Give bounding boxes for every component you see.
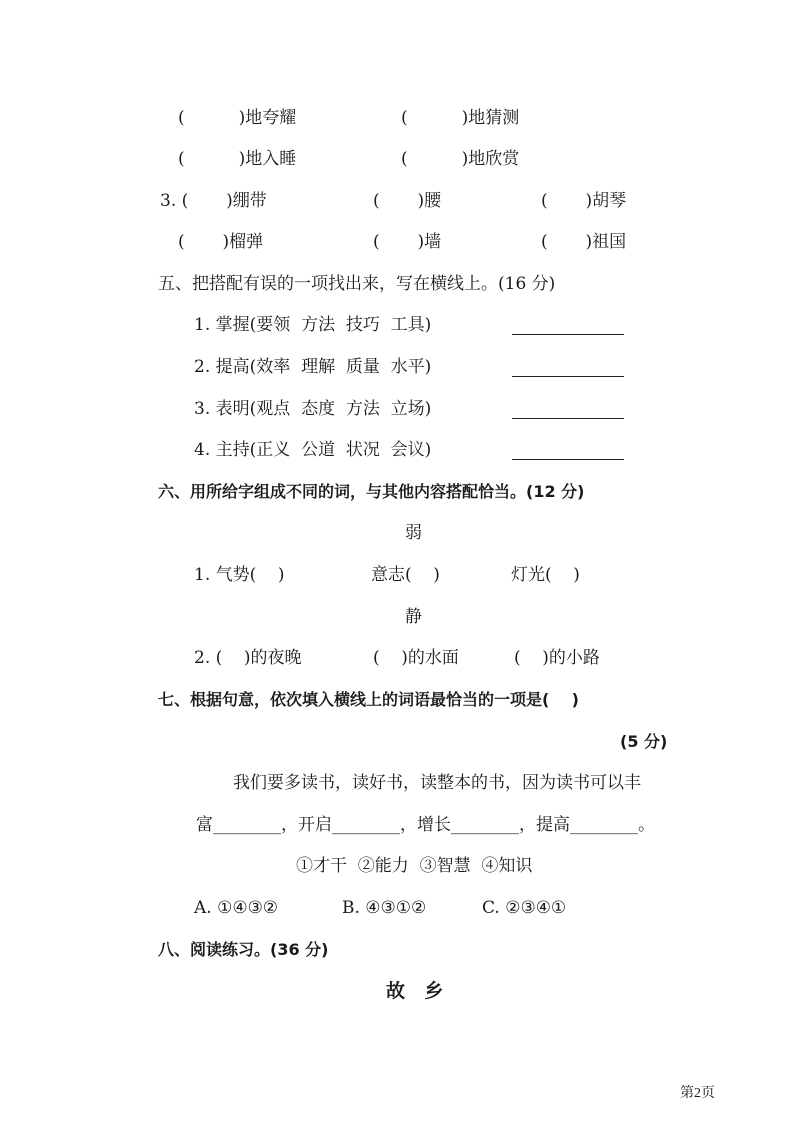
question-item: ( )的水面 xyxy=(373,648,459,668)
question-item: 2. ( )的夜晚 xyxy=(194,648,302,668)
blank-line: ( )地入睡 xyxy=(178,149,297,169)
question-item: 4. 主持(正义 公道 状况 会议) xyxy=(194,440,432,460)
blank-line: ( )胡琴 xyxy=(541,191,627,211)
word-options: ①才干 ②能力 ③智慧 ④知识 xyxy=(296,856,533,876)
section-eight-title: 八、阅读练习。(36 分) xyxy=(158,940,329,959)
question-item: 1. 气势( ) xyxy=(194,565,285,585)
blank-line: ( )祖国 xyxy=(541,232,627,252)
answer-line[interactable] xyxy=(512,360,624,377)
answer-line[interactable] xyxy=(512,443,624,460)
choice-b[interactable]: B. ④③①② xyxy=(342,898,427,918)
blank-line: ( )地欣赏 xyxy=(401,149,520,169)
section-five-title: 五、把搭配有误的一项找出来，写在横线上。(16 分) xyxy=(158,274,556,294)
answer-line[interactable] xyxy=(512,318,624,335)
blank-line: ( )地夸耀 xyxy=(178,108,297,128)
blank-line: ( )墙 xyxy=(373,232,442,252)
choice-c[interactable]: C. ②③④① xyxy=(482,898,567,918)
question-item: 3. 表明(观点 态度 方法 立场) xyxy=(194,399,432,419)
given-character: 弱 xyxy=(405,523,422,543)
answer-line[interactable] xyxy=(512,402,624,419)
reading-title: 故 乡 xyxy=(386,980,446,1002)
blank-line: ( )榴弹 xyxy=(178,232,264,252)
sentence-text: 我们要多读书，读好书，读整本的书，因为读书可以丰 xyxy=(233,773,641,793)
question-item: ( )的小路 xyxy=(514,648,600,668)
question-item: 2. 提高(效率 理解 质量 水平) xyxy=(194,357,432,377)
blank-line: ( )腰 xyxy=(373,191,442,211)
score-label: (5 分) xyxy=(620,732,668,751)
blank-line: ( )地猜测 xyxy=(401,108,520,128)
page-number: 第2页 xyxy=(680,1086,715,1101)
blank-line: 3. ( )绷带 xyxy=(160,191,267,211)
question-item: 意志( ) xyxy=(371,565,440,585)
question-item: 1. 掌握(要领 方法 技巧 工具) xyxy=(194,315,432,335)
choice-a[interactable]: A. ①④③② xyxy=(194,898,279,918)
given-character: 静 xyxy=(405,607,422,627)
section-seven-title: 七、根据句意，依次填入横线上的词语最恰当的一项是( ) xyxy=(158,690,579,709)
section-six-title: 六、用所给字组成不同的词，与其他内容搭配恰当。(12 分) xyxy=(158,482,585,501)
question-item: 灯光( ) xyxy=(511,565,580,585)
sentence-text: 富________，开启________，增长________，提高________。 xyxy=(196,815,655,835)
